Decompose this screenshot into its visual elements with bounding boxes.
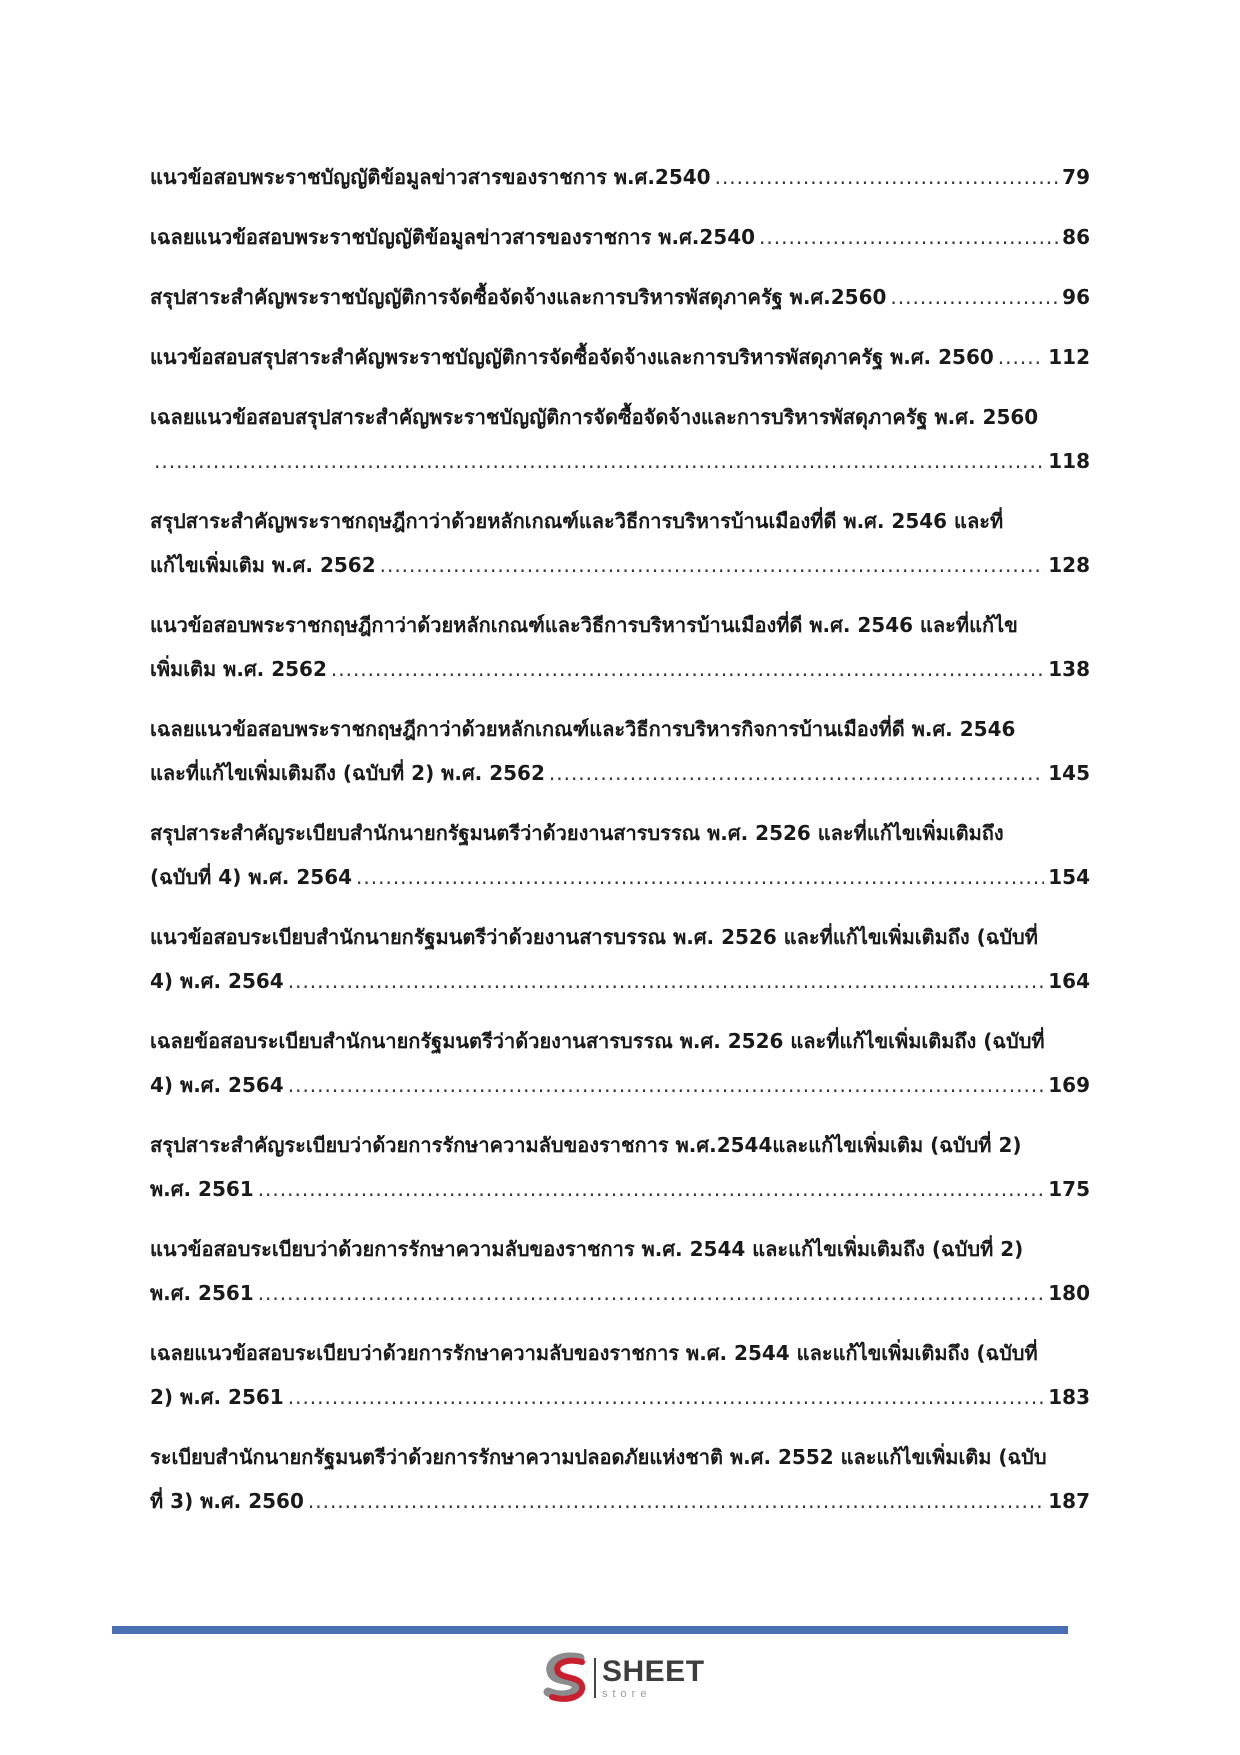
toc-entry-title: เฉลยแนวข้อสอบพระราชบัญญัติข้อมูลข่าวสารของราชการ พ.ศ.2540 bbox=[150, 225, 756, 249]
toc-entry[interactable] bbox=[150, 915, 1090, 1003]
dot-leader bbox=[715, 155, 1059, 199]
toc-page-number: 96 bbox=[1062, 285, 1090, 309]
logo-separator bbox=[594, 1658, 596, 1698]
toc-entry-title: แนวข้อสอบพระราชบัญญัติข้อมูลข่าวสารของราชการ พ.ศ.2540 bbox=[150, 165, 711, 189]
toc-page-number: 180 bbox=[1048, 1281, 1090, 1305]
toc-entry[interactable] bbox=[150, 1331, 1090, 1419]
toc-page-number: 183 bbox=[1048, 1385, 1090, 1409]
toc-entry[interactable] bbox=[150, 707, 1090, 795]
toc-entry-title-line: แนวข้อสอบระเบียบว่าด้วยการรักษาความลับของราชการ พ.ศ. 2544 และแก้ไขเพิ่มเติมถึง (ฉบับที่ 2) bbox=[150, 1237, 1024, 1261]
toc-entry[interactable] bbox=[150, 1123, 1090, 1211]
toc-entry-title: แก้ไขเพิ่มเติม พ.ศ. 2562 bbox=[150, 553, 376, 577]
toc-entry-title-line: เฉลยแนวข้อสอบระเบียบว่าด้วยการรักษาความลับของราชการ พ.ศ. 2544 และแก้ไขเพิ่มเติมถึง (ฉบับที่ bbox=[150, 1341, 1038, 1365]
toc-entry-title: 4) พ.ศ. 2564 bbox=[150, 969, 284, 993]
dot-leader bbox=[549, 751, 1044, 795]
toc-entry-title-line: สรุปสาระสำคัญพระราชกฤษฎีกาว่าด้วยหลักเกณฑ์และวิธีการบริหารบ้านเมืองที่ดี พ.ศ. 2546 และที่ bbox=[150, 509, 1004, 533]
toc-page-number: 128 bbox=[1048, 553, 1090, 577]
sheet-store-logo-icon bbox=[540, 1652, 590, 1704]
dot-leader bbox=[288, 1375, 1045, 1419]
dot-leader bbox=[288, 959, 1045, 1003]
toc-entry-title: พ.ศ. 2561 bbox=[150, 1177, 254, 1201]
dot-leader bbox=[890, 275, 1058, 319]
toc-entry[interactable] bbox=[150, 395, 1090, 483]
dot-leader bbox=[258, 1167, 1045, 1211]
dot-leader bbox=[380, 543, 1045, 587]
toc-entry-title: พ.ศ. 2561 bbox=[150, 1281, 254, 1305]
toc-entry-title: 2) พ.ศ. 2561 bbox=[150, 1385, 284, 1409]
toc-entry[interactable] bbox=[150, 215, 1090, 259]
toc-entry-title-line: เฉลยแนวข้อสอบพระราชกฤษฎีกาว่าด้วยหลักเกณฑ์และวิธีการบริหารกิจการบ้านเมืองที่ดี พ.ศ. 2546 bbox=[150, 717, 1016, 741]
logo-subtitle: store bbox=[602, 1687, 652, 1700]
toc-page-number: 145 bbox=[1048, 761, 1090, 785]
toc-entry-title: สรุปสาระสำคัญพระราชบัญญัติการจัดซื้อจัดจ้างและการบริหารพัสดุภาครัฐ พ.ศ.2560 bbox=[150, 285, 887, 309]
toc-entry[interactable] bbox=[150, 275, 1090, 319]
dot-leader bbox=[308, 1479, 1044, 1523]
toc-page-number: 138 bbox=[1048, 657, 1090, 681]
toc-entry[interactable] bbox=[150, 1019, 1090, 1107]
toc-page-number: 169 bbox=[1048, 1073, 1090, 1097]
footer-rule bbox=[112, 1626, 1068, 1634]
sheet-store-logo bbox=[540, 1650, 710, 1706]
toc-entry-title: 4) พ.ศ. 2564 bbox=[150, 1073, 284, 1097]
toc-entry-title-line: ระเบียบสำนักนายกรัฐมนตรีว่าด้วยการรักษาความปลอดภัยแห่งชาติ พ.ศ. 2552 และแก้ไขเพิ่มเติม (ฉบับ bbox=[150, 1445, 1047, 1469]
toc-entry-title: และที่แก้ไขเพิ่มเติมถึง (ฉบับที่ 2) พ.ศ. 2562 bbox=[150, 761, 545, 785]
toc-page-number: 79 bbox=[1062, 165, 1090, 189]
toc-entry[interactable] bbox=[150, 1227, 1090, 1315]
toc-entry-title-line: เฉลยแนวข้อสอบสรุปสาระสำคัญพระราชบัญญัติการจัดซื้อจัดจ้างและการบริหารพัสดุภาครัฐ พ.ศ. 2560 bbox=[150, 405, 1039, 429]
toc-entry[interactable] bbox=[150, 603, 1090, 691]
dot-leader bbox=[998, 335, 1044, 379]
toc-entry-title-line: แนวข้อสอบระเบียบสำนักนายกรัฐมนตรีว่าด้วยงานสารบรรณ พ.ศ. 2526 และที่แก้ไขเพิ่มเติมถึง (ฉบับที่ bbox=[150, 925, 1038, 949]
dot-leader bbox=[288, 1063, 1045, 1107]
toc-entry[interactable] bbox=[150, 811, 1090, 899]
toc-page-number: 164 bbox=[1048, 969, 1090, 993]
toc-entry-title: เพิ่มเติม พ.ศ. 2562 bbox=[150, 657, 327, 681]
dot-leader bbox=[331, 647, 1044, 691]
toc-page-number: 187 bbox=[1048, 1489, 1090, 1513]
toc-page-number: 118 bbox=[1048, 449, 1090, 473]
toc-entry-title: แนวข้อสอบสรุปสาระสำคัญพระราชบัญญัติการจัดซื้อจัดจ้างและการบริหารพัสดุภาครัฐ พ.ศ. 2560 bbox=[150, 345, 994, 369]
dot-leader bbox=[258, 1271, 1045, 1315]
toc-entry-title-line: สรุปสาระสำคัญระเบียบว่าด้วยการรักษาความลับของราชการ พ.ศ.2544และแก้ไขเพิ่มเติม (ฉบับที่ 2) bbox=[150, 1133, 1022, 1157]
toc-page-number: 112 bbox=[1048, 345, 1090, 369]
toc-entry[interactable] bbox=[150, 335, 1090, 379]
toc-page-number: 154 bbox=[1048, 865, 1090, 889]
dot-leader bbox=[154, 439, 1044, 483]
toc-page-number: 175 bbox=[1048, 1177, 1090, 1201]
dot-leader bbox=[356, 855, 1044, 899]
toc-entry-title: (ฉบับที่ 4) พ.ศ. 2564 bbox=[150, 865, 353, 889]
table-of-contents bbox=[150, 155, 1090, 1539]
toc-entry[interactable] bbox=[150, 499, 1090, 587]
logo-wordmark: SHEET bbox=[602, 1654, 705, 1688]
toc-entry-title-line: แนวข้อสอบพระราชกฤษฎีกาว่าด้วยหลักเกณฑ์และวิธีการบริหารบ้านเมืองที่ดี พ.ศ. 2546 และที่แก้ไข bbox=[150, 613, 1018, 637]
toc-entry-title-line: เฉลยข้อสอบระเบียบสำนักนายกรัฐมนตรีว่าด้วยงานสารบรรณ พ.ศ. 2526 และที่แก้ไขเพิ่มเติมถึง (ฉบับที่ bbox=[150, 1029, 1045, 1053]
dot-leader bbox=[759, 215, 1058, 259]
toc-entry[interactable] bbox=[150, 1435, 1090, 1523]
toc-page-number: 86 bbox=[1062, 225, 1090, 249]
toc-entry-title-line: สรุปสาระสำคัญระเบียบสำนักนายกรัฐมนตรีว่าด้วยงานสารบรรณ พ.ศ. 2526 และที่แก้ไขเพิ่มเติมถึง bbox=[150, 821, 1004, 845]
toc-entry-title: ที่ 3) พ.ศ. 2560 bbox=[150, 1489, 304, 1513]
toc-entry[interactable] bbox=[150, 155, 1090, 199]
